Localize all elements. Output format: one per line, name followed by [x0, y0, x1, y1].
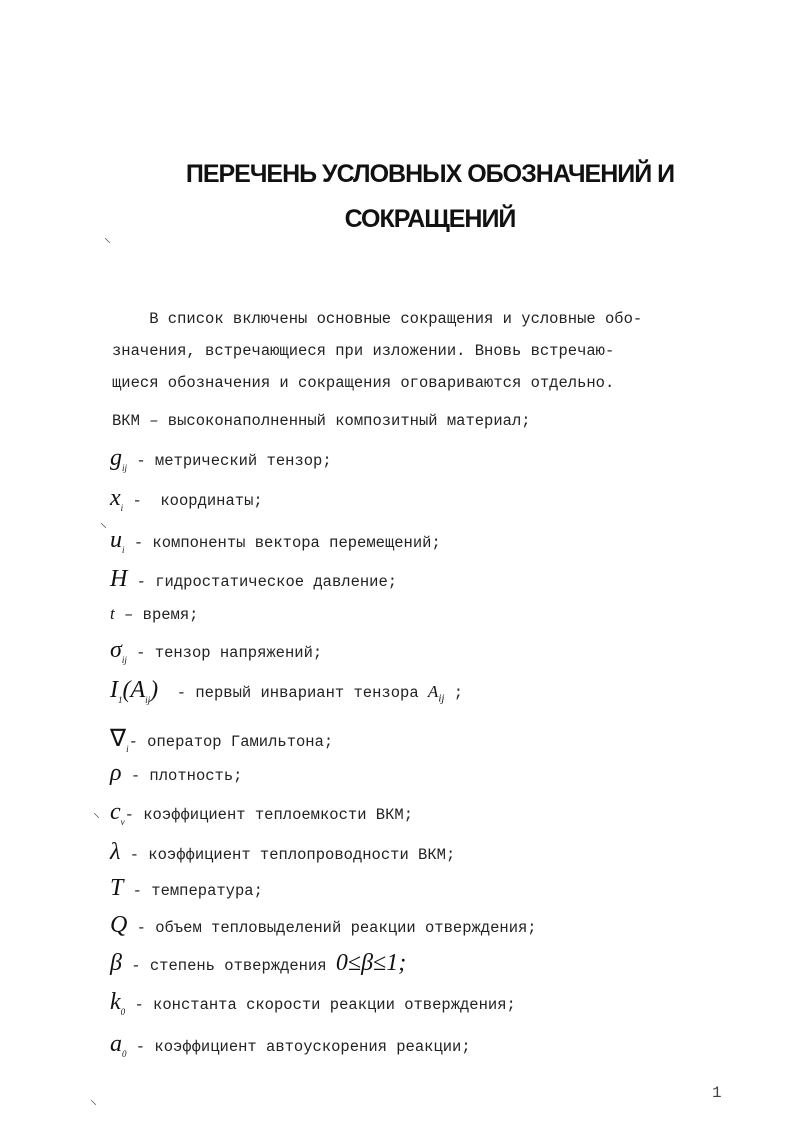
symbol-subscript: 0 — [120, 1006, 126, 1017]
list-item — [110, 637, 322, 665]
scan-mark: ⸜ — [100, 515, 107, 531]
symbol-subscript: i — [122, 544, 125, 555]
symbol-subscript: 1 — [118, 694, 123, 705]
entry-text: - тензор напряжений; — [126, 644, 323, 662]
entry-text: - объем тепловыделений реакции отверждения; — [127, 919, 537, 937]
symbol: H — [110, 566, 128, 592]
symbol-paren: ) — [150, 677, 159, 703]
entry-text: - коэффициент теплопроводности ВКМ; — [120, 846, 456, 864]
inline-symbol: A — [427, 682, 439, 701]
inline-inequality: 0≤β≤1 — [335, 950, 399, 976]
symbol: a — [110, 1031, 122, 1057]
entry-text: - температура; — [123, 882, 263, 900]
symbol: c — [110, 799, 121, 825]
entry-text: - оператор Гамильтона; — [128, 733, 334, 751]
nabla-symbol: ∇ — [110, 726, 127, 752]
list-item — [110, 566, 397, 593]
entry-tail: ; — [398, 950, 407, 976]
list-item — [110, 875, 263, 902]
entry-text: - компоненты вектора перемещений; — [124, 534, 441, 552]
list-item — [110, 760, 242, 787]
intro-line: значения, встречающиеся при изложении. Вновь встречаю- — [112, 342, 615, 360]
symbol: u — [110, 527, 122, 553]
symbol-subscript: ij — [145, 694, 151, 705]
symbol: β — [110, 950, 122, 976]
list-item — [110, 677, 463, 705]
symbol: g — [110, 445, 122, 471]
symbol: σ — [110, 637, 122, 663]
intro-paragraph — [112, 303, 742, 399]
symbol-subscript: i — [126, 743, 129, 754]
symbol-subscript: v — [120, 816, 125, 827]
entry-tail: ; — [444, 684, 464, 702]
symbol: k — [110, 989, 121, 1015]
list-item — [110, 1031, 471, 1059]
list-item — [110, 799, 413, 827]
entry-text: - коэффициент теплоемкости ВКМ; — [124, 806, 414, 824]
list-item — [110, 485, 263, 513]
symbol: λ — [110, 839, 121, 865]
page-title-line-1: ПЕРЕЧЕНЬ УСЛОВНЫХ ОБОЗНАЧЕНИЙ И — [185, 160, 675, 188]
symbol: Q — [110, 912, 128, 938]
symbol-argument: (A — [122, 677, 146, 703]
entry-text: ВКМ – высоконаполненный композитный материал; — [112, 412, 531, 430]
list-item — [110, 604, 198, 624]
list-item — [110, 912, 537, 939]
symbol-subscript: ij — [121, 654, 127, 665]
list-item — [110, 527, 441, 555]
intro-line: В список включены основные сокращения и условные обо- — [112, 310, 643, 328]
symbol: ρ — [110, 760, 122, 786]
page-number: 1 — [712, 1084, 722, 1102]
symbol: I — [110, 677, 118, 703]
symbol: t — [110, 604, 115, 623]
list-item — [110, 839, 455, 866]
symbol-subscript: ij — [122, 462, 128, 473]
intro-line: щиеся обозначения и сокращения оговариваются отдельно. — [112, 374, 615, 392]
list-item — [110, 724, 333, 754]
symbol: T — [110, 875, 124, 901]
list-item — [112, 412, 531, 430]
entry-text: - координаты; — [123, 492, 263, 510]
entry-text: - константа скорости реакции отверждения; — [125, 996, 516, 1014]
inline-symbol-subscript: ij — [438, 692, 445, 705]
entry-text: - метрический тензор; — [127, 452, 332, 470]
entry-text: - первый инвариант тензора — [158, 684, 428, 702]
entry-text: - гидростатическое давление; — [127, 573, 398, 591]
page-title-line-2: СОКРАЩЕНИЙ — [344, 205, 516, 233]
scan-mark: ⸜ — [104, 230, 111, 246]
list-item — [110, 989, 516, 1017]
entry-text: - коэффициент автоускорения реакции; — [126, 1038, 471, 1056]
symbol-subscript: 0 — [122, 1048, 127, 1059]
scan-mark: ⸜ — [93, 805, 100, 821]
symbol-subscript: i — [120, 502, 124, 513]
symbol: x — [110, 485, 121, 511]
list-item — [110, 950, 406, 977]
entry-text: - степень отверждения — [121, 957, 336, 975]
list-item — [110, 445, 332, 473]
entry-text: - плотность; — [121, 767, 243, 785]
entry-text: – время; — [114, 606, 199, 624]
scan-mark: ⸜ — [90, 1092, 97, 1108]
